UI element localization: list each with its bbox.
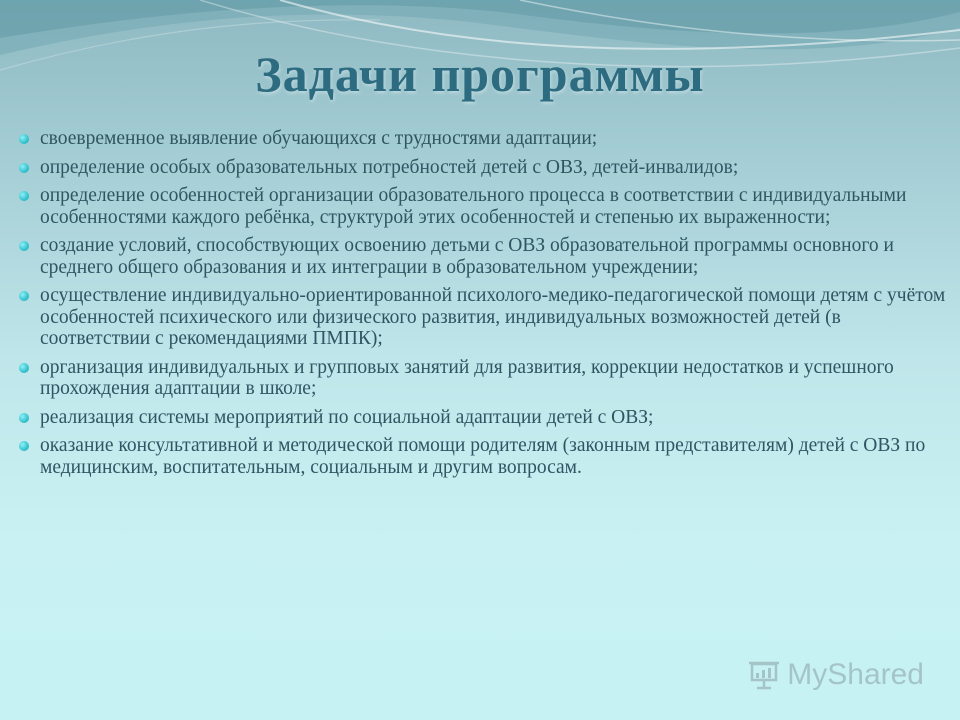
bullet-icon: [19, 363, 29, 373]
list-item: [14, 185, 950, 228]
slide-title: Задачи программы: [255, 46, 705, 102]
watermark: [747, 658, 924, 692]
list-item: [14, 357, 950, 400]
task-list: [14, 128, 950, 485]
list-item-text: своевременное выявление обучающихся с трудностями адаптации;: [40, 128, 598, 149]
list-item: [14, 128, 950, 150]
watermark-text: MyShared: [787, 658, 924, 691]
bullet-icon: [19, 163, 29, 173]
bullet-icon: [19, 441, 29, 451]
bullet-icon: [19, 191, 29, 201]
list-item-text: определение особенностей организации образовательного процесса в соответствии с индивидуальными особенностями каждого ребёнка, структурой этих особенностей и степенью их выраженности;: [40, 185, 907, 228]
list-item-text: оказание консультативной и методической помощи родителям (законным представителям) детей с ОВЗ по медицинским, воспитательным, социальным и другим вопросам.: [40, 435, 926, 478]
list-item: [14, 407, 950, 429]
list-item: [14, 435, 950, 478]
presentation-board-icon: [747, 660, 781, 690]
bullet-icon: [19, 134, 29, 144]
list-item: [14, 157, 950, 179]
list-item-text: создание условий, способствующих освоению детьми с ОВЗ образовательной программы основного и среднего общего образования и их интеграции в образовательном учреждении;: [40, 235, 894, 278]
list-item-text: осуществление индивидуально-ориентированной психолого-медико-педагогической помощи детям с учётом особенностей психического или физического развития, индивидуальных возможностей детей (в соответствии с рекомендациями ПМПК);: [40, 285, 946, 349]
list-item-text: реализация системы мероприятий по социальной адаптации детей с ОВЗ;: [40, 406, 654, 428]
list-item-text: определение особых образовательных потребностей детей с ОВЗ, детей-инвалидов;: [40, 156, 739, 178]
list-item: [14, 235, 950, 278]
bullet-icon: [19, 413, 29, 423]
bullet-icon: [19, 291, 29, 301]
list-item: [14, 285, 950, 350]
list-item-text: организация индивидуальных и групповых занятий для развития, коррекции недостатков и успешного прохождения адаптации в школе;: [40, 356, 894, 399]
bullet-icon: [19, 241, 29, 251]
